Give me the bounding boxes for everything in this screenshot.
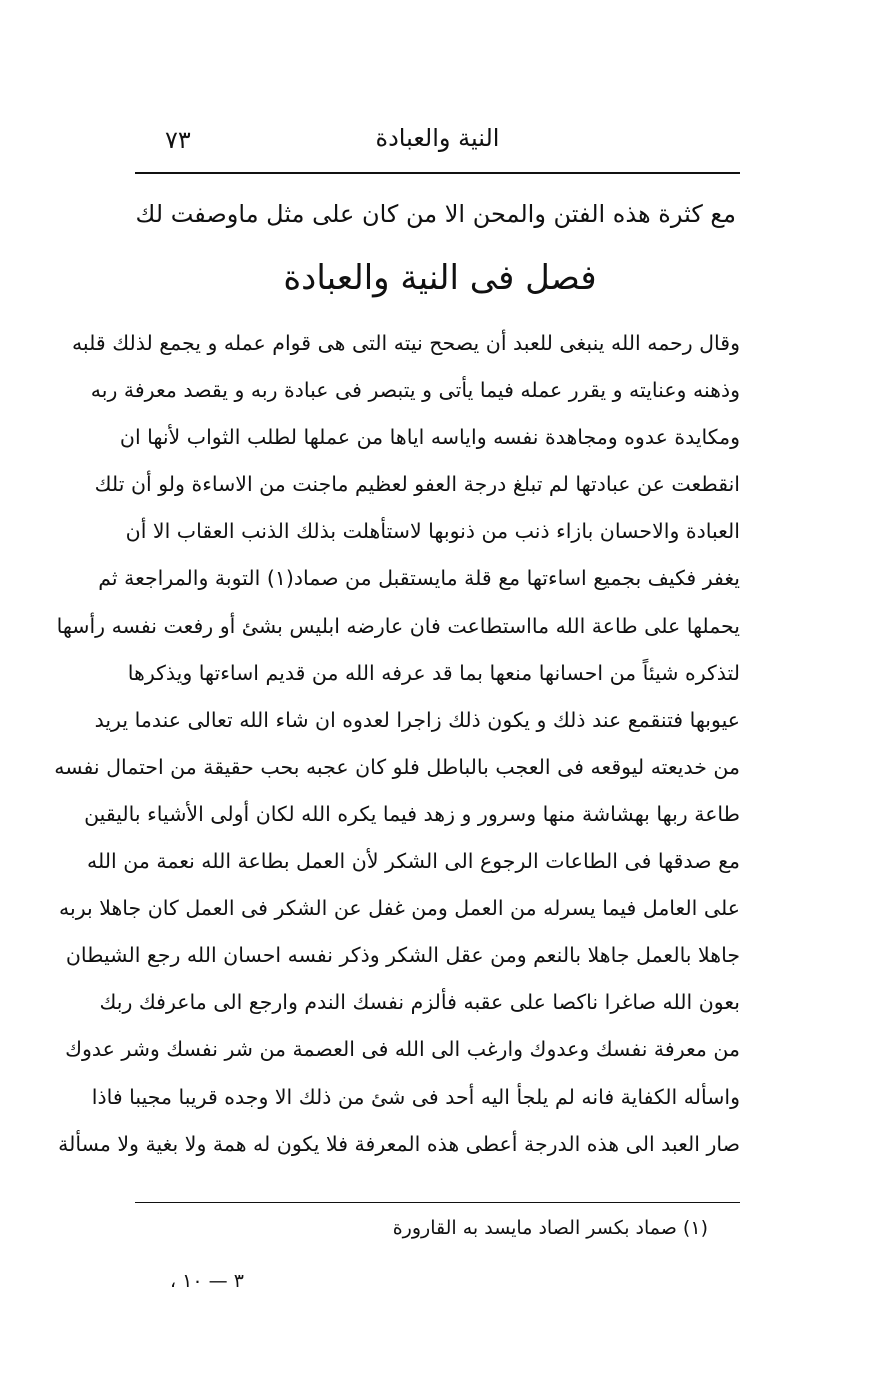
text-line: من خديعته ليوقعه فى العجب بالباطل فلو كان عجبه بحب حقيقة من احتمال نفسه bbox=[54, 754, 740, 779]
text-line: واسأله الكفاية فانه لم يلجأ اليه أحد فى شئ من ذلك الا وجده قريبا مجيبا فاذا bbox=[91, 1084, 740, 1109]
printer-signature-mark: ٣ — ١٠ ، bbox=[170, 1270, 244, 1292]
text-line: وقال رحمه الله ينبغى للعبد أن يصحح نيته التى هى قوام عمله و يجمع لذلك قلبه bbox=[71, 331, 740, 355]
text-line: ومكايدة عدوه ومجاهدة نفسه واياسه اياها من عملها لطلب الثواب لأنها ان bbox=[119, 425, 740, 450]
page-number: ٧٣ bbox=[165, 126, 191, 154]
text-line: على العامل فيما يسرله من العمل ومن غفل عن الشكر فى العمل كان جاهلا بربه bbox=[59, 896, 740, 921]
text-line: يغفر فكيف بجميع اساءتها مع قلة مايستقبل من صماد(١) التوبة والمراجعة ثم bbox=[98, 566, 740, 591]
text-line: بعون الله صاغرا ناكصا على عقبه فألزم نفسك الندم وارجع الى ماعرفك ربك bbox=[99, 990, 740, 1015]
text-line: لتذكره شيئاً من احسانها منعها بما قد عرفه الله من قديم اساءتها ويذكرها bbox=[127, 660, 740, 685]
footnote-divider bbox=[135, 1202, 740, 1203]
text-line: يحملها على طاعة الله مااستطاعت فان عارضه ابليس بشئ أو رفعت نفسه رأسها bbox=[56, 613, 740, 638]
footnote: (١) صماد بكسر الصاد مايسد به القارورة bbox=[392, 1217, 708, 1239]
section-heading: فصل فى النية والعبادة bbox=[283, 258, 597, 298]
text-line: وذهنه وعنايته و يقرر عمله فيما يأتى و يتبصر فى عبادة ربه و يقصد معرفة ربه bbox=[90, 378, 740, 403]
continuation-line: مع كثرة هذه الفتن والمحن الا من كان على مثل ماوصفت لك bbox=[135, 200, 736, 228]
text-line: عيوبها فتنقمع عند ذلك و يكون ذلك زاجرا لعدوه ان شاء الله تعالى عندما يريد bbox=[94, 707, 740, 732]
header-divider bbox=[135, 172, 740, 174]
text-line: العبادة والاحسان بازاء ذنب من ذنوبها لاستأهلت بذلك الذنب العقاب الا أن bbox=[125, 519, 740, 544]
text-line: جاهلا بالعمل جاهلا بالنعم ومن عقل الشكر وذكر نفسه احسان الله رجع الشيطان bbox=[65, 943, 740, 968]
text-line: طاعة ربها بهشاشة منها وسرور و زهد فيما يكره الله لكان أولى الأشياء باليقين bbox=[84, 801, 740, 826]
running-header bbox=[135, 118, 740, 162]
text-line: مع صدقها فى الطاعات الرجوع الى الشكر لأن العمل بطاعة الله نعمة من الله bbox=[87, 849, 740, 874]
text-line: من معرفة نفسك وعدوك وارغب الى الله فى العصمة من شر نفسك وشر عدوك bbox=[65, 1037, 740, 1062]
body-text bbox=[54, 320, 740, 1168]
text-line: انقطعت عن عبادتها لم تبلغ درجة العفو لعظيم ماجنت من الاساءة ولو أن تلك bbox=[94, 472, 740, 497]
text-line: صار العبد الى هذه الدرجة أعطى هذه المعرفة فلا يكون له همة ولا بغية ولا مسألة bbox=[58, 1131, 740, 1156]
running-title: النية والعبادة bbox=[375, 124, 500, 152]
